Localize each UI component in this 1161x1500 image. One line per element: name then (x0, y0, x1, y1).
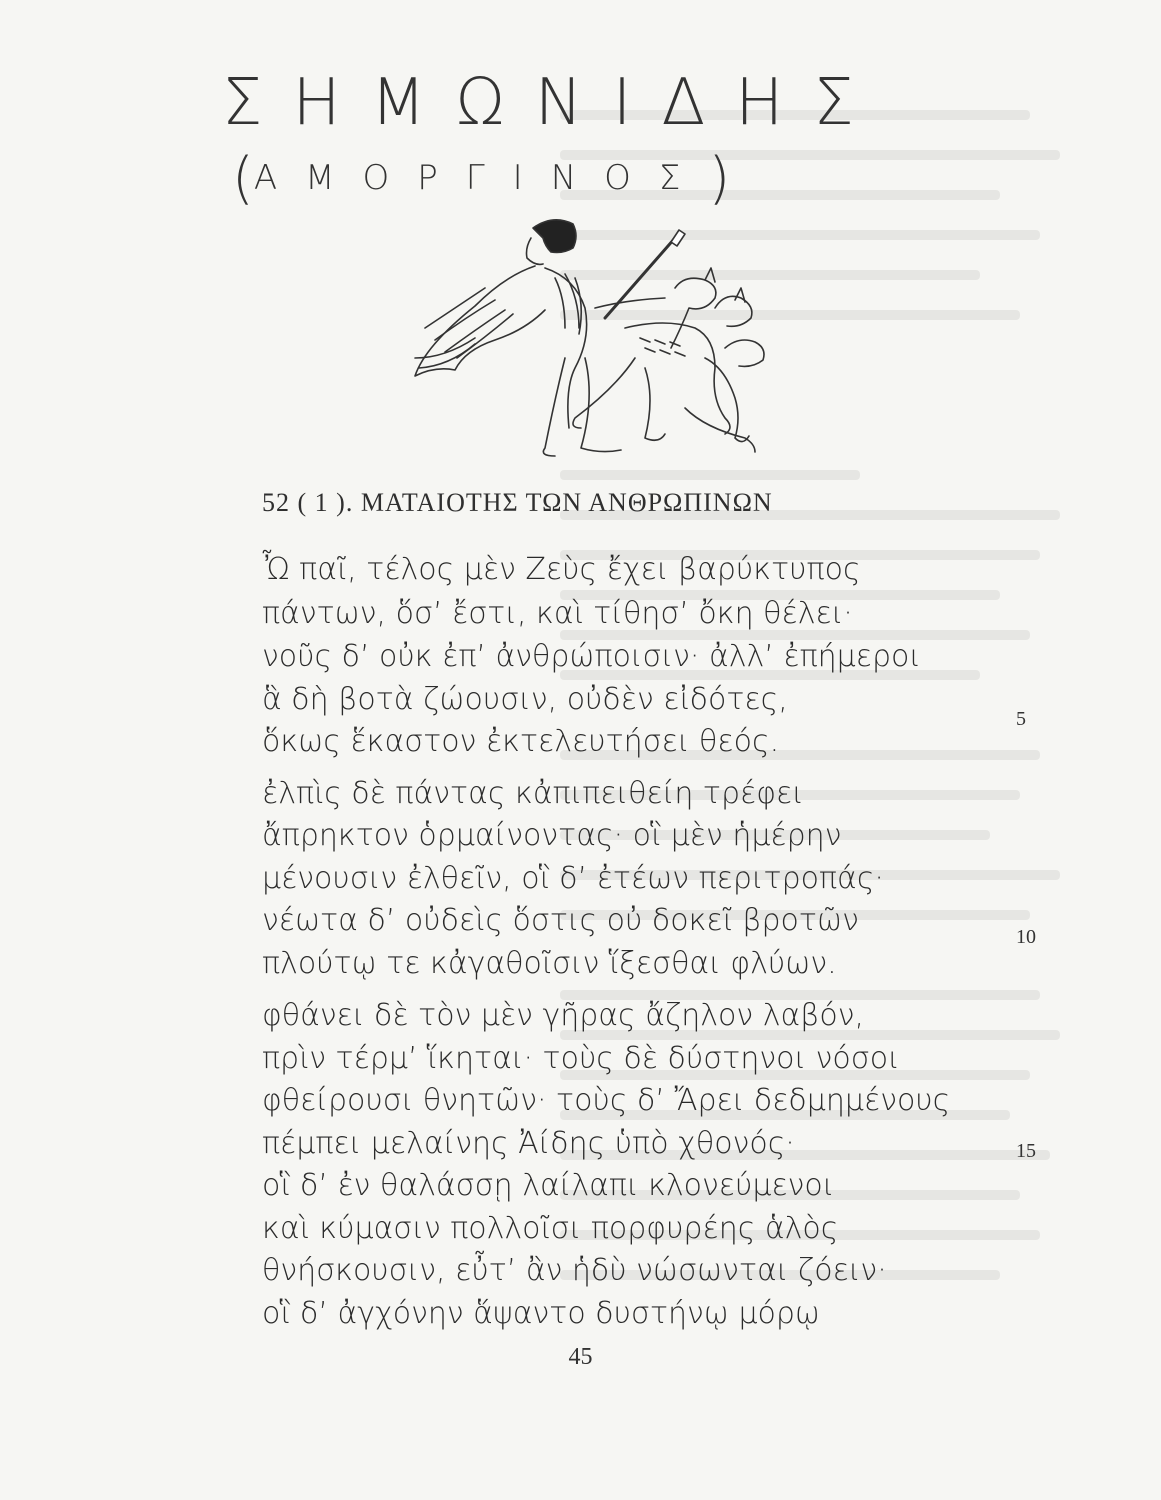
page-subtitle (232, 146, 952, 211)
subtitle-text: ΑΜΟΡΓΙΝΟΣ (253, 158, 709, 198)
poem-line: θνήσκουσιν, εὖτ’ ἂν ἡδὺ νώσωνται ζόειν· (262, 1253, 887, 1288)
poem-line: φθείρουσι θνητῶν· τοὺς δ’ Ἄρει δεδμημένους (262, 1083, 951, 1118)
line-number: 5 (1016, 708, 1026, 730)
poem-line: μένουσιν ἐλθεῖν, οἳ δ’ ἐτέων περιτροπάς· (262, 861, 884, 896)
page-number: 45 (568, 1344, 593, 1370)
close-paren-glyph: ) (708, 146, 731, 211)
poem-line: οἳ δ’ ἐν θαλάσσῃ λαίλαπι κλονεύμενοι (262, 1168, 835, 1203)
poem-line: οἳ δ’ ἀγχόνην ἅψαντο δυστήνῳ μόρῳ (262, 1296, 821, 1331)
poem-line: ἐλπὶς δὲ πάντας κἀπιπειθείη τρέφει (262, 776, 804, 811)
poem-heading: 52 ( 1 ). ΜΑΤΑΙΟΤΗΣ ΤΩΝ ΑΝΘΡΩΠΙΝΩΝ (262, 488, 773, 517)
poem-line: νέωτα δ’ οὐδεὶς ὅστις οὐ δοκεῖ βροτῶν (262, 903, 859, 938)
poem-line: καὶ κύμασιν πολλοῖσι πορφυρέης ἁλὸς (262, 1211, 839, 1246)
poem-line: πάντων, ὅσ’ ἔστι, καὶ τίθησ’ ὄκη θέλει· (262, 596, 853, 631)
line-number: 15 (1016, 1140, 1036, 1162)
poem-line: πρὶν τέρμ’ ἵκηται· τοὺς δὲ δύστηνοι νόσοι (262, 1041, 900, 1076)
hunter-with-dogs-illustration (405, 208, 795, 468)
poem-line: νοῦς δ’ οὐκ ἐπ’ ἀνθρώποισιν· ἀλλ’ ἐπήμεροι (262, 639, 921, 674)
poem-line: πλούτῳ τε κἀγαθοῖσιν ἵξεσθαι φλύων. (262, 946, 837, 981)
poem-line: ἄπρηκτον ὁρμαίνοντας· οἳ μὲν ἡμέρην (262, 818, 842, 853)
page-title: ΣΗΜΩΝΙΔΗΣ (222, 66, 884, 140)
poem-line: ὅκως ἕκαστον ἐκτελευτήσει θεός. (262, 724, 780, 759)
poem-line: φθάνει δὲ τὸν μὲν γῆρας ἄζηλον λαβόν, (262, 998, 865, 1033)
poem-line: πέμπει μελαίνης Ἀίδης ὑπὸ χθονός· (262, 1126, 795, 1161)
line-number: 10 (1016, 926, 1036, 948)
poem-line: ἃ δὴ βοτὰ ζώουσιν, οὐδὲν εἰδότες, (262, 682, 788, 717)
open-paren-glyph: ( (232, 146, 254, 211)
poem-line: Ὦ παῖ, τέλος μὲν Ζεὺς ἔχει βαρύκτυπος (262, 552, 861, 587)
